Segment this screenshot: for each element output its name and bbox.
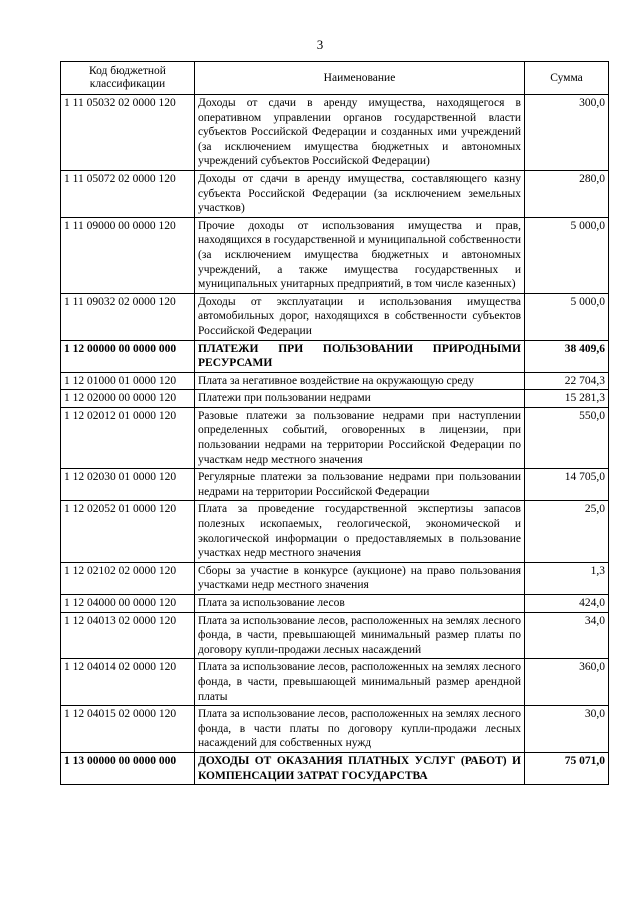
budget-revenue-table [60,61,609,785]
table-row [61,372,609,390]
table-row [61,706,609,753]
item-name-cell: Прочие доходы от использования имущества и прав, находящихся в государственной и муниципальной собственности (за исключением имущества бюджетных и автономных учреждений, а также имущества государственных и муниципальных унитарных предприятий, в том числе казенных) [195,217,525,293]
item-name-cell: Платежи при пользовании недрами [195,390,525,408]
item-name-cell: Разовые платежи за пользование недрами при наступлении определенных событий, оговоренных в лицензии, при пользовании недрами на территории Российской Федерации по участкам недр местного значения [195,407,525,468]
amount-cell: 1,3 [525,562,609,594]
budget-code-cell: 1 12 02102 02 0000 120 [61,562,195,594]
table-row [61,501,609,562]
amount-cell: 5 000,0 [525,217,609,293]
table-row [61,469,609,501]
budget-code-cell: 1 12 04000 00 0000 120 [61,595,195,613]
amount-cell: 30,0 [525,706,609,753]
amount-cell: 22 704,3 [525,372,609,390]
amount-cell: 15 281,3 [525,390,609,408]
budget-code-cell: 1 11 09032 02 0000 120 [61,293,195,340]
amount-cell: 5 000,0 [525,293,609,340]
amount-cell: 550,0 [525,407,609,468]
table-row [61,217,609,293]
item-name-cell: Сборы за участие в конкурсе (аукционе) на право пользования участками недр местного значения [195,562,525,594]
budget-code-cell: 1 11 09000 00 0000 120 [61,217,195,293]
item-name-cell: Плата за использование лесов, расположенных на землях лесного фонда, в части, превышающей минимальный размер арендной платы [195,659,525,706]
item-name-cell: Плата за негативное воздействие на окружающую среду [195,372,525,390]
amount-cell: 300,0 [525,95,609,171]
column-header-name: Наименование [195,62,525,95]
item-name-cell: Плата за использование лесов [195,595,525,613]
table-row [61,293,609,340]
amount-cell: 424,0 [525,595,609,613]
budget-code-cell: 1 12 04015 02 0000 120 [61,706,195,753]
budget-code-cell: 1 12 02012 01 0000 120 [61,407,195,468]
item-name-cell: ПЛАТЕЖИ ПРИ ПОЛЬЗОВАНИИ ПРИРОДНЫМИ РЕСУРСАМИ [195,340,525,372]
amount-cell: 34,0 [525,612,609,659]
table-row [61,612,609,659]
item-name-cell: Плата за использование лесов, расположенных на землях лесного фонда, в части платы по договору купли-продажи лесных насаждений для собственных нужд [195,706,525,753]
table-row [61,659,609,706]
column-header-code: Код бюджетной классификации [61,62,195,95]
amount-cell: 280,0 [525,170,609,217]
table-row [61,407,609,468]
budget-code-cell: 1 12 01000 01 0000 120 [61,372,195,390]
budget-code-cell: 1 11 05032 02 0000 120 [61,95,195,171]
table-row-section [61,340,609,372]
table-row [61,170,609,217]
amount-cell: 360,0 [525,659,609,706]
item-name-cell: Доходы от эксплуатации и использования имущества автомобильных дорог, находящихся в собственности субъектов Российской Федерации [195,293,525,340]
item-name-cell: Плата за использование лесов, расположенных на землях лесного фонда, в части, превышающей минимальный размер платы по договору купли-продажи лесных насаждений [195,612,525,659]
budget-code-cell: 1 11 05072 02 0000 120 [61,170,195,217]
item-name-cell: Плата за проведение государственной экспертизы запасов полезных ископаемых, геологической, экономической и экологической информации о предоставляемых в пользование участках недр местного значения [195,501,525,562]
table-row [61,595,609,613]
amount-cell: 25,0 [525,501,609,562]
table-row [61,390,609,408]
item-name-cell: Регулярные платежи за пользование недрами при пользовании недрами на территории Российской Федерации [195,469,525,501]
budget-code-cell: 1 12 04013 02 0000 120 [61,612,195,659]
item-name-cell: Доходы от сдачи в аренду имущества, составляющего казну субъекта Российской Федерации (за исключением земельных участков) [195,170,525,217]
budget-code-cell: 1 13 00000 00 0000 000 [61,752,195,784]
table-row [61,95,609,171]
budget-code-cell: 1 12 02052 01 0000 120 [61,501,195,562]
amount-cell: 38 409,6 [525,340,609,372]
budget-code-cell: 1 12 04014 02 0000 120 [61,659,195,706]
item-name-cell: ДОХОДЫ ОТ ОКАЗАНИЯ ПЛАТНЫХ УСЛУГ (РАБОТ) И КОМПЕНСАЦИИ ЗАТРАТ ГОСУДАРСТВА [195,752,525,784]
item-name-cell: Доходы от сдачи в аренду имущества, находящегося в оперативном управлении органов государственной власти субъектов Российской Федерации и созданных ими учреждений (за исключением имущества бюджетных и автономных учреждений субъектов Российской Федерации) [195,95,525,171]
amount-cell: 14 705,0 [525,469,609,501]
column-header-sum: Сумма [525,62,609,95]
table-header-row [61,62,609,95]
budget-code-cell: 1 12 02000 00 0000 120 [61,390,195,408]
budget-code-cell: 1 12 02030 01 0000 120 [61,469,195,501]
budget-code-cell: 1 12 00000 00 0000 000 [61,340,195,372]
table-row [61,562,609,594]
amount-cell: 75 071,0 [525,752,609,784]
page-number: 3 [316,37,324,52]
table-row-section [61,752,609,784]
